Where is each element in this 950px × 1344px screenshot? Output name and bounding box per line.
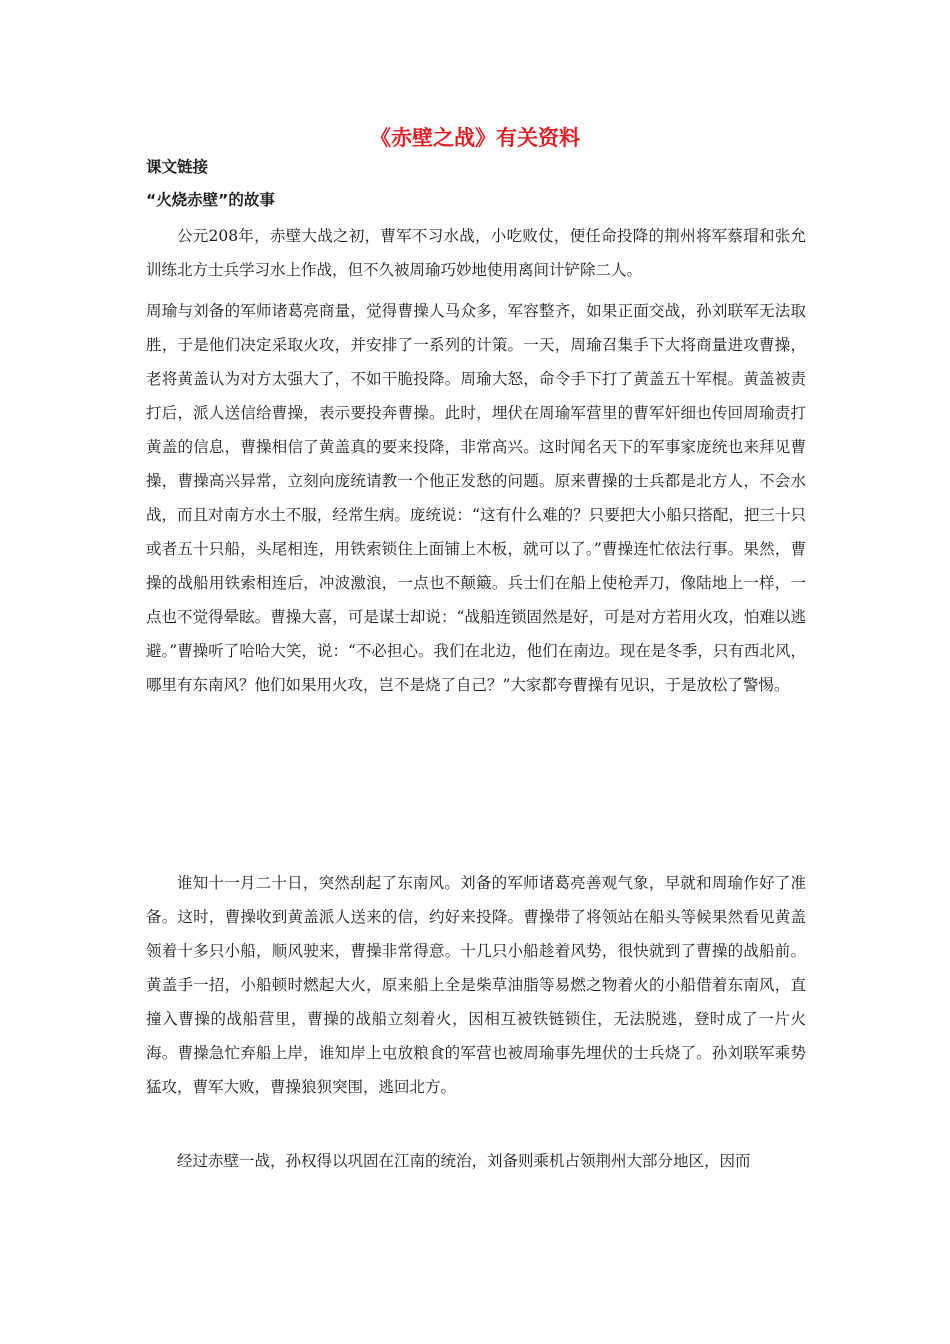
document-title: 《赤壁之战》有关资料 <box>370 126 580 150</box>
paragraph-2: 周瑜与刘备的军师诸葛亮商量，觉得曹操人马众多，军容整齐，如果正面交战，孙刘联军无法取胜，于是他们决定采取火攻，并安排了一系列的计策。一天，周瑜召集手下大将商量进攻曹操，老将黄盖认为对方太强大了，不如干脆投降。周瑜大怒，命令手下打了黄盖五十军棍。黄盖被责打后，派人送信给曹操，表示要投奔曹操。此时，埋伏在周瑜军营里的曹军奸细也传回周瑜责打黄盖的信息，曹操相信了黄盖真的要来投降，非常高兴。这时闻名天下的军事家庞统也来拜见曹操，曹操高兴异常，立刻向庞统请教一个他正发愁的问题。原来曹操的士兵都是北方人，不会水战，而且对南方水土不服，经常生病。庞统说：“这有什么难的？只要把大小船只搭配，把三十只或者五十只船，头尾相连，用铁索锁住上面铺上木板，就可以了。”曹操连忙依法行事。果然，曹操的战船用铁索相连后，冲波激浪，一点也不颠簸。兵士们在船上使枪弄刀，像陆地上一样，一点也不觉得晕眩。曹操大喜，可是谋士却说：“战船连锁固然是好，可是对方若用火攻，怕难以逃避。”曹操听了哈哈大笑，说：“不必担心。我们在北边，他们在南边。现在是冬季，只有西北风，哪里有东南风？他们如果用火攻，岂不是烧了自己？”大家都夸曹操有见识，于是放松了警惕。 <box>146 302 806 694</box>
story-heading: “火烧赤壁”的故事 <box>146 191 275 209</box>
paragraph-1: 公元208年，赤壁大战之初，曹军不习水战，小吃败仗，便任命投降的荆州将军蔡瑁和张允训练北方士兵学习水上作战，但不久被周瑜巧妙地使用离间计铲除二人。 <box>146 227 806 279</box>
section-heading: 课文链接 <box>146 158 209 176</box>
paragraph-4: 经过赤壁一战，孙权得以巩固在江南的统治，刘备则乘机占领荆州大部分地区，因而 <box>177 1152 751 1170</box>
paragraph-3: 谁知十一月二十日，突然刮起了东南风。刘备的军师诸葛亮善观气象，早就和周瑜作好了准备。这时，曹操收到黄盖派人送来的信，约好来投降。曹操带了将领站在船头等候果然看见黄盖领着十多只小船，顺风驶来，曹操非常得意。十几只小船趁着风势，很快就到了曹操的战船前。黄盖手一招，小船顿时燃起大火，原来船上全是柴草油脂等易燃之物着火的小船借着东南风，直撞入曹操的战船营里，曹操的战船立刻着火，因相互被铁链锁住，无法脱逃，登时成了一片火海。曹操急忙弃船上岸，谁知岸上屯放粮食的军营也被周瑜事先埋伏的士兵烧了。孙刘联军乘势猛攻，曹军大败，曹操狼狈突围，逃回北方。 <box>146 874 806 1096</box>
